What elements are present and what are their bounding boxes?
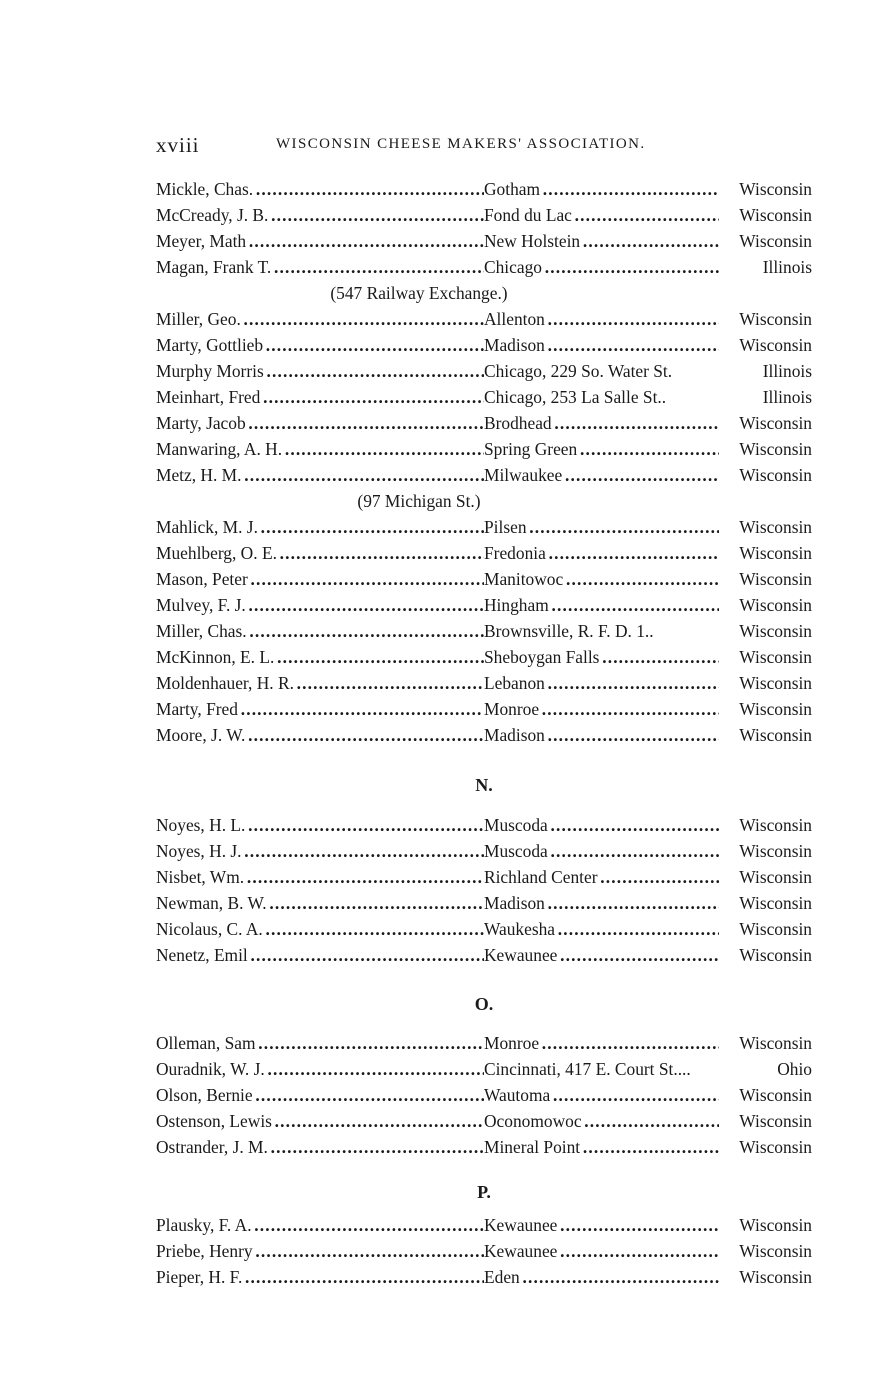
entry-state: Wisconsin [737, 592, 812, 618]
entry-state: Wisconsin [737, 618, 812, 644]
entry-name: Nicolaus, C. A. . . . [156, 916, 484, 942]
entry-state: Wisconsin [737, 410, 812, 436]
running-title: WISCONSIN CHEESE MAKERS' ASSOCIATION. [276, 136, 646, 152]
entry-state: Wisconsin [737, 1264, 812, 1290]
section-heading-n: N. [475, 775, 493, 795]
list-item [156, 916, 812, 942]
entry-name: Nisbet, Wm. . . . [156, 864, 484, 890]
entry-town: Muscoda . . . [484, 838, 719, 864]
entry-state: Wisconsin [737, 514, 812, 540]
entry-state: Wisconsin [737, 436, 812, 462]
list-item [156, 812, 812, 838]
list-item [156, 1238, 812, 1264]
entry-town: Manitowoc . . . [484, 566, 719, 592]
entry-state: Wisconsin [737, 202, 812, 228]
list-item [156, 228, 812, 254]
list-item [156, 462, 812, 488]
entry-town: Allenton . . . [484, 306, 719, 332]
entry-name: Newman, B. W. . . . [156, 890, 484, 916]
entry-name: Ostenson, Lewis . . . [156, 1108, 484, 1134]
n-section [156, 812, 812, 968]
list-item [156, 1212, 812, 1238]
o-section [156, 1030, 812, 1160]
list-item [156, 358, 812, 384]
entry-state: Wisconsin [737, 1108, 812, 1134]
list-item [156, 1134, 812, 1160]
entry-name: Muehlberg, O. E. . . . [156, 540, 484, 566]
entry-town: Brodhead . . . [484, 410, 719, 436]
entry-name: Metz, H. M. . . . [156, 462, 484, 488]
entry-town: Spring Green . . . [484, 436, 719, 462]
entry-town: Madison . . . [484, 722, 719, 748]
list-item [156, 176, 812, 202]
entry-town: Fredonia . . . [484, 540, 719, 566]
list-item [156, 384, 812, 410]
list-item [156, 410, 812, 436]
entry-town: Oconomowoc . . . [484, 1108, 719, 1134]
list-item [156, 202, 812, 228]
entry-name: Noyes, H. J. . . . [156, 838, 484, 864]
list-item [156, 566, 812, 592]
entry-town: Lebanon . . . [484, 670, 719, 696]
entry-town: New Holstein . . . [484, 228, 719, 254]
entry-state: Illinois [761, 254, 812, 280]
entry-state: Wisconsin [737, 1082, 812, 1108]
list-item [156, 618, 812, 644]
entry-state: Ohio [775, 1056, 812, 1082]
entry-state: Illinois [761, 384, 812, 410]
list-item [156, 670, 812, 696]
entry-town: Gotham . . . [484, 176, 719, 202]
list-item [156, 838, 812, 864]
entry-name: Noyes, H. L. . . . [156, 812, 484, 838]
list-item [156, 942, 812, 968]
entry-name: Meinhart, Fred . . . [156, 384, 484, 410]
list-item [156, 306, 812, 332]
entry-name: McCready, J. B. . . . [156, 202, 484, 228]
m-section [156, 176, 812, 748]
entry-name: Mickle, Chas. . . . [156, 176, 484, 202]
entry-name: Moore, J. W. . . . [156, 722, 484, 748]
list-item [156, 1108, 812, 1134]
entry-state: Wisconsin [737, 1030, 812, 1056]
entry-state: Wisconsin [737, 838, 812, 864]
entry-name: Moldenhauer, H. R. . . . [156, 670, 484, 696]
entry-state: Wisconsin [737, 812, 812, 838]
list-item [156, 1264, 812, 1290]
entry-town: Brownsville, R. F. D. 1.. [484, 621, 654, 641]
entry-town: Monroe . . . [484, 1030, 719, 1056]
entry-state: Wisconsin [737, 228, 812, 254]
entry-name: Ouradnik, W. J. . . . [156, 1056, 484, 1082]
entry-name: McKinnon, E. L. . . . [156, 644, 484, 670]
entry-state: Illinois [761, 358, 812, 384]
entry-town: Kewaunee . . . [484, 942, 719, 968]
entry-state: Wisconsin [737, 864, 812, 890]
entry-state: Wisconsin [737, 176, 812, 202]
entry-state: Wisconsin [737, 566, 812, 592]
entry-state: Wisconsin [737, 306, 812, 332]
entry-town: Pilsen . . . [484, 514, 719, 540]
list-item [156, 1056, 812, 1082]
entry-state: Wisconsin [737, 890, 812, 916]
entry-town: Richland Center . . . [484, 864, 719, 890]
page-header [156, 133, 716, 157]
entry-town: Wautoma . . . [484, 1082, 719, 1108]
entry-name: Nenetz, Emil . . . [156, 942, 484, 968]
entry-town: Madison . . . [484, 890, 719, 916]
list-item [156, 540, 812, 566]
entry-state: Wisconsin [737, 670, 812, 696]
list-item [156, 332, 812, 358]
entry-name: Mulvey, F. J. . . . [156, 592, 484, 618]
entry-name: Miller, Chas. . . . [156, 618, 484, 644]
entry-town: Chicago . . . [484, 254, 719, 280]
entry-town: Cincinnati, 417 E. Court St.... [484, 1059, 691, 1079]
list-item [156, 1030, 812, 1056]
address-note: (547 Railway Exchange.) [330, 283, 508, 303]
entry-town: Kewaunee . . . [484, 1212, 719, 1238]
page-number: xviii [156, 133, 200, 157]
entry-name: Murphy Morris . . . [156, 358, 484, 384]
list-item [156, 254, 812, 280]
entry-name: Miller, Geo. . . . [156, 306, 484, 332]
entry-name: Magan, Frank T. . . . [156, 254, 484, 280]
entry-name: Marty, Fred . . . [156, 696, 484, 722]
list-item [156, 890, 812, 916]
entry-town: Mineral Point . . . [484, 1134, 719, 1160]
entry-name: Pieper, H. F. . . . [156, 1264, 484, 1290]
address-note: (97 Michigan St.) [357, 491, 481, 511]
entry-name: Manwaring, A. H. . . . [156, 436, 484, 462]
entry-name: Meyer, Math . . . [156, 228, 484, 254]
entry-town: Kewaunee . . . [484, 1238, 719, 1264]
entry-state: Wisconsin [737, 644, 812, 670]
list-item [156, 644, 812, 670]
entry-state: Wisconsin [737, 540, 812, 566]
list-item [156, 436, 812, 462]
list-item [156, 696, 812, 722]
entry-town: Monroe . . . [484, 696, 719, 722]
section-heading-o: O. [474, 994, 494, 1014]
entry-name: Priebe, Henry . . . [156, 1238, 484, 1264]
list-item [156, 514, 812, 540]
entry-state: Wisconsin [737, 916, 812, 942]
entry-name: Olson, Bernie . . . [156, 1082, 484, 1108]
entry-town: Chicago, 229 So. Water St. [484, 361, 673, 381]
entry-name: Mahlick, M. J. . . . [156, 514, 484, 540]
entry-name: Mason, Peter . . . [156, 566, 484, 592]
entry-state: Wisconsin [737, 722, 812, 748]
p-section [156, 1212, 812, 1290]
entry-town: Madison . . . [484, 332, 719, 358]
list-item [156, 1082, 812, 1108]
entry-name: Olleman, Sam . . . [156, 1030, 484, 1056]
entry-name: Ostrander, J. M. . . . [156, 1134, 484, 1160]
entry-name: Marty, Gottlieb . . . [156, 332, 484, 358]
entry-town: Hingham . . . [484, 592, 719, 618]
entry-town: Sheboygan Falls . . . [484, 644, 719, 670]
entry-town: Milwaukee . . . [484, 462, 719, 488]
entry-state: Wisconsin [737, 462, 812, 488]
section-heading-p: P. [477, 1182, 491, 1202]
entry-state: Wisconsin [737, 696, 812, 722]
entry-state: Wisconsin [737, 1134, 812, 1160]
entry-name: Marty, Jacob . . . [156, 410, 484, 436]
entry-town: Eden . . . [484, 1264, 719, 1290]
list-item [156, 722, 812, 748]
entry-town: Fond du Lac . . . [484, 202, 719, 228]
entry-town: Muscoda . . . [484, 812, 719, 838]
entry-state: Wisconsin [737, 1238, 812, 1264]
entry-name: Plausky, F. A. . . . [156, 1212, 484, 1238]
entry-state: Wisconsin [737, 332, 812, 358]
entry-town: Waukesha . . . [484, 916, 719, 942]
entry-state: Wisconsin [737, 942, 812, 968]
entry-state: Wisconsin [737, 1212, 812, 1238]
list-item [156, 864, 812, 890]
entry-town: Chicago, 253 La Salle St.. [484, 387, 667, 407]
list-item [156, 592, 812, 618]
